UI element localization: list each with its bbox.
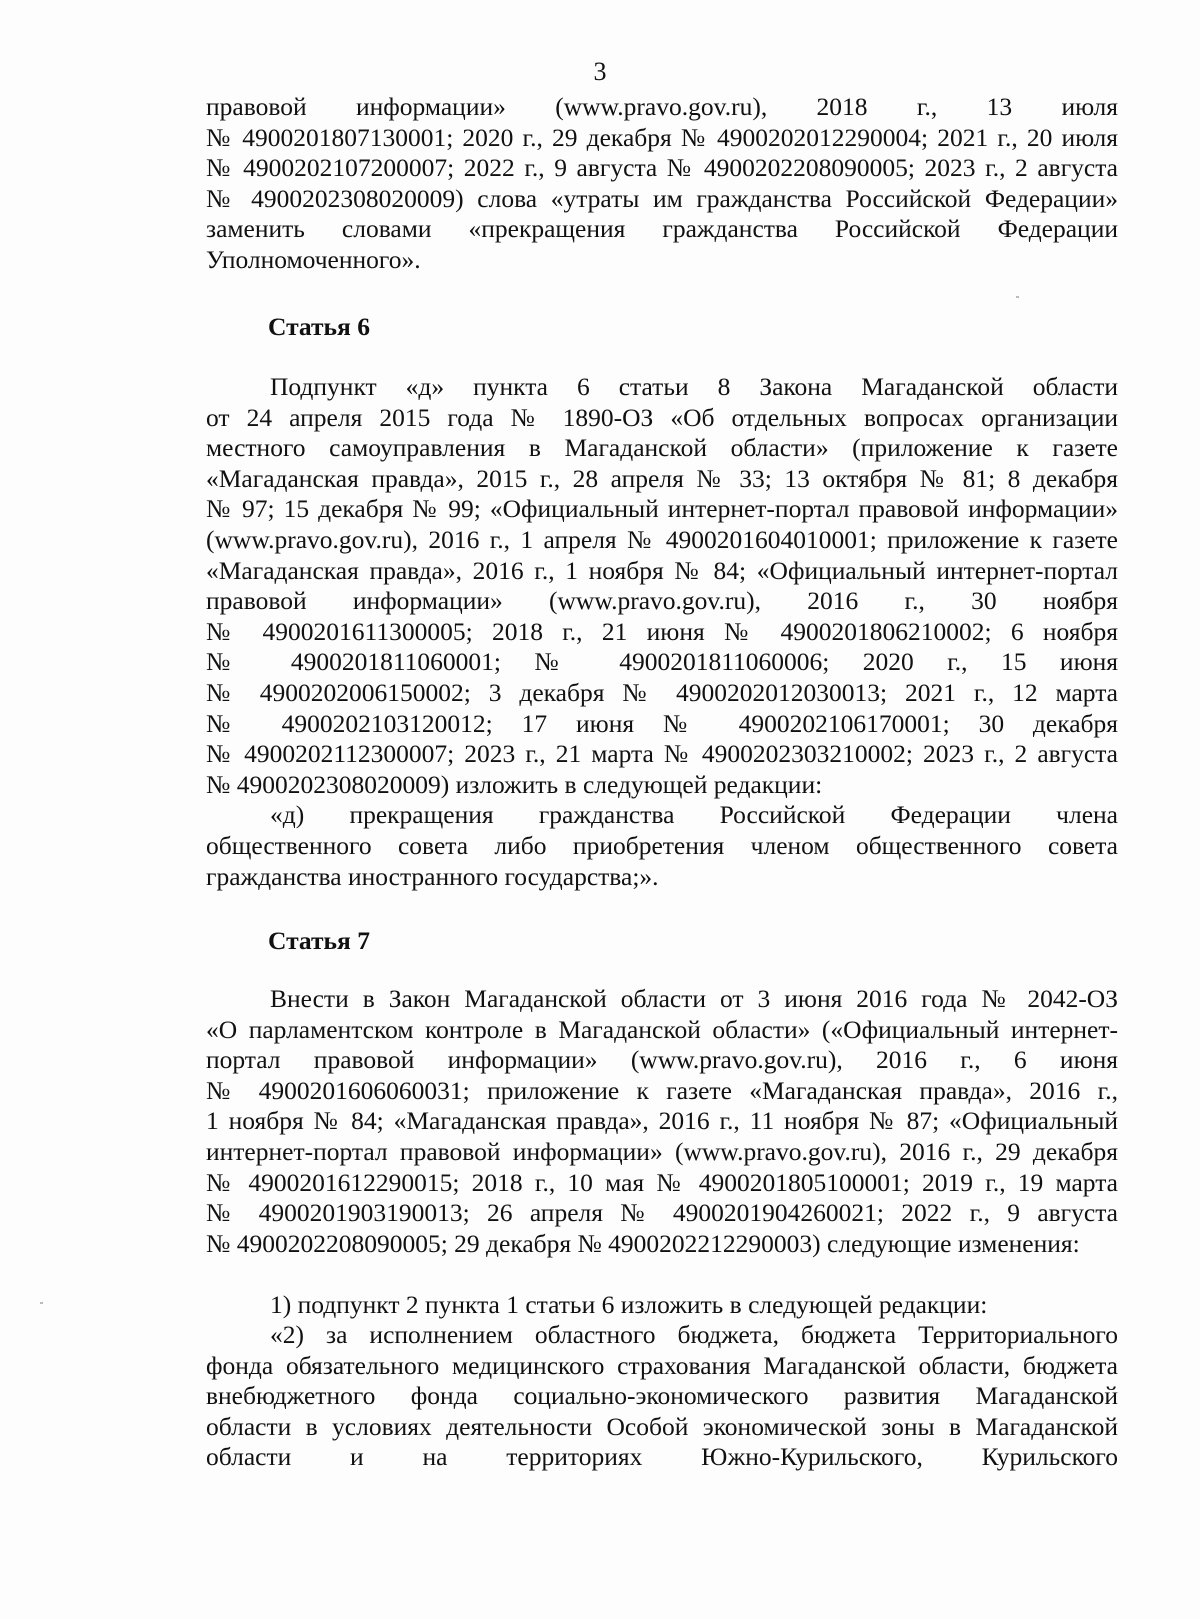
- text-line: «Магаданская правда», 2016 г., 1 ноября № 84; «Официальный интернет-портал: [206, 555, 1118, 585]
- text-line: Подпункт «д» пункта 6 статьи 8 Закона Магаданской области: [270, 372, 1118, 401]
- text-line: «О парламентском контроле в Магаданской области» («Официальный интернет-: [206, 1014, 1118, 1044]
- text-line: Внести в Закон Магаданской области от 3 июня 2016 года № 2042-ОЗ: [270, 984, 1118, 1013]
- text-line: № 4900201606060031; приложение к газете «Магаданская правда», 2016 г.,: [206, 1075, 1118, 1105]
- text-line: № 4900202308020009) изложить в следующей редакции:: [206, 769, 823, 799]
- text-line: Уполномоченного».: [206, 244, 421, 274]
- text-line: № 4900201611300005; 2018 г., 21 июня № 4900201806210002; 6 ноября: [206, 616, 1118, 646]
- text-line: № 4900202107200007; 2022 г., 9 августа № 4900202208090005; 2023 г., 2 августа: [206, 153, 1118, 183]
- text-line: интернет-портал правовой информации» (www.pravo.gov.ru), 2016 г., 29 декабря: [206, 1136, 1118, 1166]
- text-line: «д) прекращения гражданства Российской Федерации члена: [270, 800, 1118, 830]
- scan-speck: [40, 1302, 43, 1304]
- text-line: № 4900202112300007; 2023 г., 21 марта № 4900202303210002; 2023 г., 2 августа: [206, 739, 1118, 769]
- article-7-heading: Статья 7: [268, 926, 370, 955]
- text-line: области в условиях деятельности Особой экономической зоны в Магаданской: [206, 1411, 1118, 1441]
- article-6-paragraph: [206, 372, 1118, 892]
- article-7-item-1: [206, 1290, 1118, 1321]
- text-line: № 4900202006150002; 3 декабря № 4900202012030013; 2021 г., 12 марта: [206, 677, 1118, 707]
- article-7-paragraph: [206, 984, 1118, 1259]
- scan-speck: [1016, 296, 1019, 298]
- text-line: 1) подпункт 2 пункта 1 статьи 6 изложить в следующей редакции:: [270, 1290, 988, 1319]
- text-line: фонда обязательного медицинского страхования Магаданской области, бюджета: [206, 1350, 1118, 1380]
- text-line: правовой информации» (www.pravo.gov.ru), 2018 г., 13 июля: [206, 92, 1118, 121]
- text-line: общественного совета либо приобретения членом общественного совета: [206, 830, 1118, 860]
- text-line: № 4900202308020009) слова «утраты им гражданства Российской Федерации»: [206, 183, 1118, 213]
- text-line: № 4900201811060001; № 4900201811060006; 2020 г., 15 июня: [206, 647, 1118, 677]
- text-line: внебюджетного фонда социально-экономического развития Магаданской: [206, 1381, 1118, 1411]
- text-line: № 97; 15 декабря № 99; «Официальный интернет-портал правовой информации»: [206, 494, 1118, 524]
- text-line: 1 ноября № 84; «Магаданская правда», 2016 г., 11 ноября № 87; «Официальный: [206, 1106, 1118, 1136]
- text-line: гражданства иностранного государства;».: [206, 861, 659, 891]
- text-line: портал правовой информации» (www.pravo.gov.ru), 2016 г., 6 июня: [206, 1045, 1118, 1075]
- article-6-heading: Статья 6: [268, 312, 370, 341]
- text-line: местного самоуправления в Магаданской области» (приложение к газете: [206, 433, 1118, 463]
- text-line: правовой информации» (www.pravo.gov.ru), 2016 г., 30 ноября: [206, 586, 1118, 616]
- page-number: 3: [593, 57, 607, 86]
- text-line: № 4900201807130001; 2020 г., 29 декабря № 4900202012290004; 2021 г., 20 июля: [206, 122, 1118, 152]
- text-line: заменить словами «прекращения гражданства Российской Федерации: [206, 214, 1118, 244]
- article-7-item-2: [206, 1320, 1118, 1473]
- text-line: «Магаданская правда», 2015 г., 28 апреля № 33; 13 октября № 81; 8 декабря: [206, 463, 1118, 493]
- text-line: № 4900202208090005; 29 декабря № 4900202212290003) следующие изменения:: [206, 1228, 1080, 1258]
- text-line: № 4900201612290015; 2018 г., 10 мая № 4900201805100001; 2019 г., 19 марта: [206, 1167, 1118, 1197]
- text-line: «2) за исполнением областного бюджета, бюджета Территориального: [270, 1320, 1118, 1349]
- text-line: № 4900202103120012; 17 июня № 4900202106170001; 30 декабря: [206, 708, 1118, 738]
- text-line: от 24 апреля 2015 года № 1890-ОЗ «Об отдельных вопросах организации: [206, 402, 1118, 432]
- text-line: № 4900201903190013; 26 апреля № 4900201904260021; 2022 г., 9 августа: [206, 1198, 1118, 1228]
- text-line: области и на территориях Южно-Курильского, Курильского: [206, 1442, 1118, 1472]
- continuation-paragraph: [206, 92, 1118, 276]
- text-line: (www.pravo.gov.ru), 2016 г., 1 апреля № 4900201604010001; приложение к газете: [206, 524, 1118, 554]
